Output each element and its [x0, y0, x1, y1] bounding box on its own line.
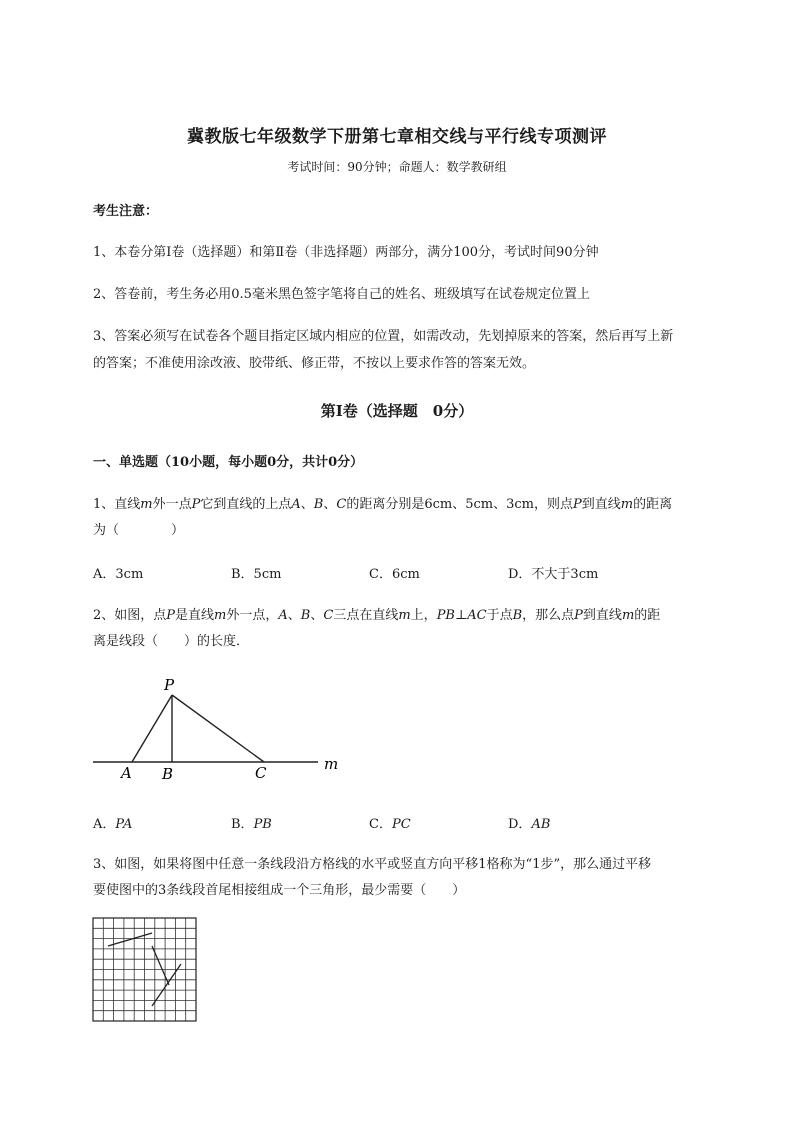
label-m: m — [324, 755, 339, 773]
q1-option-c[interactable]: C．6cm — [369, 567, 420, 582]
segment-pa — [132, 695, 172, 762]
grid-lines — [93, 918, 196, 1021]
notice-item-3: 3、答案必须写在试卷各个题目指定区域内相应的位置，如需改动，先划掉原来的答案，然后再写上新 — [93, 329, 674, 344]
question-group-heading: 一、单选题（10小题，每小题0分，共计0分） — [93, 455, 364, 470]
q2-stem-line2: 离是线段（ ）的长度． — [93, 634, 250, 649]
exam-title: 冀教版七年级数学下册第七章相交线与平行线专项测评 — [187, 127, 607, 147]
q1-option-a[interactable]: A．3cm — [93, 567, 144, 582]
q2-stem-line1: 2、如图，点P是直线m外一点，A、B、C三点在直线m上，PB⊥AC于点B，那么点P到直线m的距 — [93, 608, 661, 623]
notice-item-3-cont: 的答案；不准使用涂改液、胶带纸、修正带，不按以上要求作答的答案无效。 — [93, 356, 536, 371]
q3-stem-line2: 要使图中的3条线段首尾相接组成一个三角形，最少需要（ ） — [93, 883, 466, 898]
section-title: 第I卷（选择题 0分） — [320, 402, 474, 420]
q1-stem-line1: 1、直线m外一点P它到直线的上点A、B、C的距离分别是6cm、5cm、3cm，则点P到直线m的距离 — [93, 497, 673, 512]
q2-figure — [90, 672, 350, 784]
q2-option-b[interactable]: B．PB — [231, 817, 272, 832]
label-p: P — [164, 676, 175, 694]
q1-stem-line2: 为（ ） — [93, 523, 185, 538]
label-a: A — [121, 764, 132, 782]
q1-option-d[interactable]: D．不大于3cm — [508, 567, 599, 582]
q3-grid-figure — [92, 917, 198, 1023]
notice-item-1: 1、本卷分第I卷（选择题）和第Ⅱ卷（非选择题）两部分，满分100分，考试时间90分钟 — [93, 245, 599, 260]
q1-option-b[interactable]: B．5cm — [231, 567, 282, 582]
exam-subtitle: 考试时间：90分钟；命题人：数学教研组 — [287, 160, 507, 174]
notice-item-2: 2、答卷前，考生务必用0.5毫米黑色签字笔将自己的姓名、班级填写在试卷规定位置上 — [93, 287, 590, 302]
label-c: C — [255, 764, 267, 782]
notice-heading: 考生注意： — [93, 204, 159, 219]
segment-1 — [108, 933, 152, 946]
segment-3 — [152, 964, 181, 1006]
q2-option-d[interactable]: D．AB — [508, 817, 551, 832]
label-b: B — [162, 765, 174, 783]
q2-option-c[interactable]: C．PC — [369, 817, 411, 832]
q2-option-a[interactable]: A．PA — [93, 817, 133, 832]
q3-stem-line1: 3、如图，如果将图中任意一条线段沿方格线的水平或竖直方向平移1格称为“1步”，那么通过平移 — [93, 857, 652, 872]
segment-pc — [172, 695, 264, 762]
